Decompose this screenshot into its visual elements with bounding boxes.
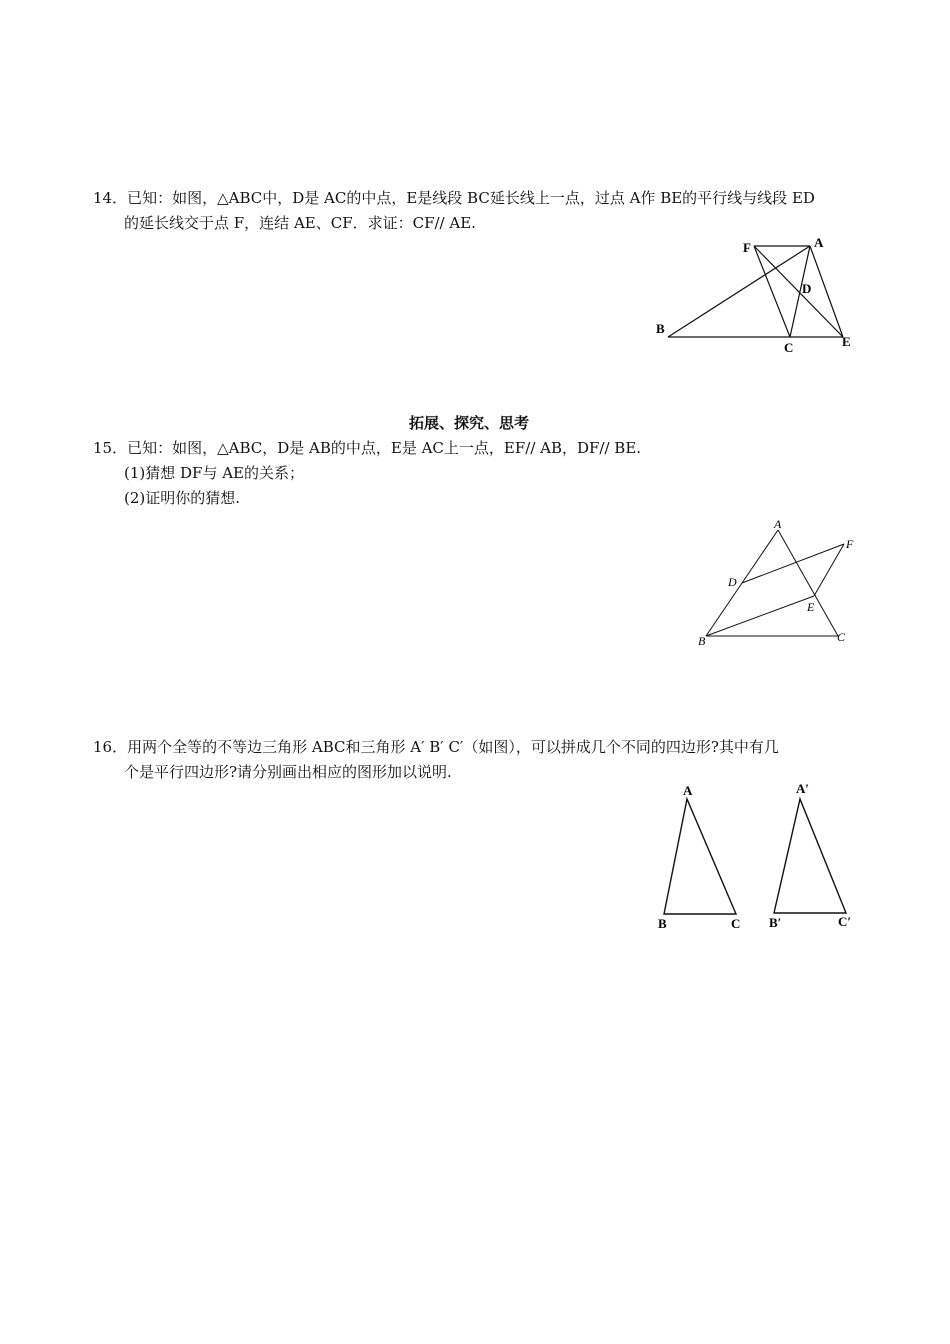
- q14-line-BA: [668, 246, 810, 337]
- q15-label-E: E: [807, 600, 815, 614]
- q14-text-line1: 14．已知：如图，△ABC中，D是 AC的中点，E是线段 BC延长线上一点，过点 A作 BE的平行线与线段 ED: [93, 189, 815, 207]
- q16-text-line1: 16．用两个全等的不等边三角形 ABC和三角形 A′ B′ C′（如图），可以拼成几个不同的四边形?其中有几: [93, 738, 779, 756]
- q15-label-C: C: [837, 630, 846, 644]
- q15-line-EF: [814, 544, 844, 596]
- q16-triangle-ABC: [664, 799, 736, 914]
- q16-label-B2: B′: [769, 915, 782, 930]
- q16-figure: [650, 775, 870, 940]
- q14-line-AE: [810, 246, 843, 337]
- q16-triangle-A2B2C2: [774, 799, 846, 913]
- q15-line-BE: [706, 596, 814, 636]
- q14-label-F: F: [743, 240, 751, 255]
- q14-label-B: B: [656, 321, 665, 336]
- q16-text-line2: 个是平行四边形?请分别画出相应的图形加以说明.: [124, 763, 452, 781]
- q14-label-E: E: [842, 334, 851, 349]
- q14-label-A: A: [814, 235, 824, 250]
- q16-label-A: A: [683, 783, 693, 798]
- q15-part1: (1)猜想 DF与 AE的关系；: [124, 464, 305, 482]
- q15-text-line1: 15．已知：如图，△ABC，D是 AB的中点，E是 AC上一点，EF// AB，DF// BE.: [93, 439, 642, 457]
- q14-figure: [650, 228, 870, 353]
- q16-label-A2: A′: [796, 781, 810, 796]
- q16-label-C2: C′: [838, 914, 852, 929]
- q15-label-F: F: [846, 537, 854, 551]
- q15-line-AC: [778, 530, 838, 636]
- q14-line-FC: [754, 246, 790, 337]
- q15-part2: (2)证明你的猜想.: [124, 489, 241, 507]
- q14-label-D: D: [802, 281, 812, 296]
- q14-label-C: C: [784, 340, 794, 353]
- q15-line-DF: [742, 544, 844, 583]
- q16-label-B: B: [658, 916, 667, 931]
- q16-label-C: C: [731, 916, 741, 931]
- q15-label-A: A: [774, 517, 782, 531]
- q15-label-B: B: [698, 634, 706, 648]
- section-heading: 拓展、探究、思考: [409, 414, 530, 432]
- q15-figure: [690, 514, 870, 649]
- q15-label-D: D: [728, 575, 737, 589]
- q14-text-line2: 的延长线交于点 F，连结 AE、CF．求证：CF// AE.: [124, 214, 476, 232]
- q14-line-FE: [754, 246, 843, 337]
